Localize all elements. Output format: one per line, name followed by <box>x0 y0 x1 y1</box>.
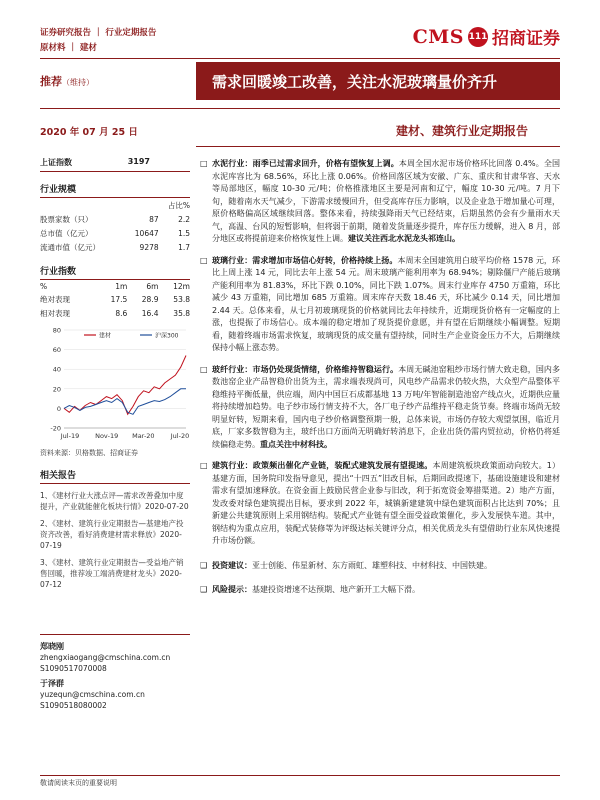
paragraph-lead: 建筑行业：政策频出催化产业链，装配式建筑发展有望提速。 <box>212 461 433 470</box>
scale-title: 行业规模 <box>40 180 190 198</box>
table-cell: 87 <box>149 214 159 224</box>
analysts <box>40 634 190 711</box>
table-row <box>40 306 190 320</box>
x-tick-label: Jul-20 <box>170 432 190 440</box>
paragraph-lead: 投资建议： <box>212 560 252 570</box>
sidebar <box>40 154 190 711</box>
related-item[interactable]: 2、《建材、建筑行业定期报告—基建地产投资齐改善，看好消费建材需求释放》2020-07-19 <box>40 519 184 550</box>
report-date: 2020 年 07 月 25 日 <box>40 127 138 138</box>
analyst-email[interactable]: zhengxiaogang@cmschina.com.cn <box>40 653 171 662</box>
table-cell: 绝对表现 <box>40 294 70 304</box>
legend-label: 建材 <box>99 332 112 340</box>
analyst <box>40 641 190 674</box>
paragraph-cement <box>200 158 560 246</box>
table-header: 1m <box>115 281 128 291</box>
paragraph-lead: 风险提示： <box>212 585 252 594</box>
cms-logo <box>413 24 560 49</box>
analyst <box>40 678 190 711</box>
table-row <box>40 226 190 240</box>
index-label: 上证指数 <box>40 158 72 167</box>
report-subtitle: 建材、建筑行业定期报告 <box>395 124 528 138</box>
related-item[interactable]: 3、《建材、建筑行业定期报告—受益地产销售回暖，推荐竣工端消费建材龙头》2020-07-12 <box>40 558 184 589</box>
table-cell: 35.8 <box>173 308 190 318</box>
table-cell: 53.8 <box>173 294 190 304</box>
paragraph-risk <box>200 584 560 597</box>
paragraph-construction <box>200 460 560 548</box>
analyst-email[interactable]: yuzequn@cmschina.com.cn <box>40 690 145 699</box>
index-value: 3197 <box>127 157 150 166</box>
index-chart-svg <box>40 324 190 444</box>
perf-title: 行业指数 <box>40 262 190 280</box>
y-tick-label: -20 <box>50 424 61 433</box>
bullet-icon: □ <box>200 461 208 470</box>
table-header: 12m <box>173 281 190 291</box>
related-reports <box>40 490 190 590</box>
table-header: % <box>40 281 48 291</box>
paragraph-fiberglass <box>200 364 560 452</box>
paragraph-investment <box>200 560 560 573</box>
table-row <box>40 212 190 226</box>
bullet-icon: ❑ <box>200 585 208 594</box>
related-title: 相关报告 <box>40 466 190 484</box>
y-tick-label: 0 <box>56 404 61 413</box>
report-sector: 原材料 ｜ 建材 <box>40 43 97 53</box>
table-cell: 17.5 <box>110 294 128 304</box>
related-item[interactable]: 1、《建材行业大涨点评—需求改善叠加中度提升，产业就能催化板块行情》2020-07-20 <box>40 491 189 511</box>
table-cell: 1.7 <box>178 242 190 252</box>
table-cell: 16.4 <box>141 308 159 318</box>
subtitle-divider <box>196 146 560 147</box>
report-title: 需求回暖竣工改善，关注水泥玻璃量价齐升 <box>196 62 560 100</box>
paragraph-tail: 建议关注西北水泥龙头祁连山。 <box>348 234 460 243</box>
footer-note: 敬请阅读末页的重要说明 <box>40 779 117 787</box>
logo-cms-text: CMS <box>412 25 464 48</box>
paragraph-text: 本周建筑板块政策面动向较大。1）基建方面，国务院印发指导意见，提出“十四五”旧改目标，后期回政提速下，基础设施建设和建材需求有望加速释放。在资金面上鼓励民营企业参与旧改，利于拓宽资金筹措渠道。2）地产方面，发改委对绿色建筑提出目标，要求到 2022 年，城镇新建建筑中绿色建筑面积占比达到 70%；且新建公共建筑原则上采用钢结构。装配式产业链有望全面受益政策催化，步入发展快车道。其中，钢结构为重点应用，装配式装修等为评级达标关键评分点，相关优质龙头有望借助行业东风快速提升市场份额。 <box>212 461 560 545</box>
table-cell: 相对表现 <box>40 308 70 318</box>
bullet-icon: □ <box>200 364 208 374</box>
bullet-icon: □ <box>200 255 208 265</box>
paragraph-text: 本周无碱池窑粗纱市场行情大致走稳，国内多数池窑企业产品智稳价出货为主，需求端表现尚可，风电纱产品需求仍较火热，大众型产品整体平稳维持平衡低量，供应端，周内中国巨石成都基地 13 万吨/年智能制造池窑产线点火，近期供应量将持续增加趋势。电子纱市场行情支持不大，各厂电子纱产品维持平稳走货节奏。终端市场尚无较明显好转，短期来看，国内电子纱价格调整预期一般，总体来说，市场仍存较大观望氛围，临近月底，厂家多数智稳为主，玻纤出口方面尚无明确好转消息下，企业出货仍需内贸拉动，价格仍将延续偏稳走势。 <box>212 364 561 449</box>
table-cell: 流通市值（亿元） <box>40 242 100 252</box>
paragraph-text: 基建投资增速不达预期、地产新开工大幅下滑。 <box>252 585 420 594</box>
table-cell: 9278 <box>139 242 159 252</box>
perf-table <box>40 280 190 320</box>
title-divider <box>40 108 560 109</box>
paragraph-lead: 玻纤行业：市场仍处现货情绪，价格维持智稳运行。 <box>212 364 399 374</box>
bullet-icon: ❑ <box>200 560 208 570</box>
table-cell: 10647 <box>134 228 159 238</box>
table-cell: 28.9 <box>141 294 159 304</box>
analyst-id: S1090518080002 <box>40 701 107 710</box>
report-header <box>40 26 220 56</box>
x-tick-label: Nov-19 <box>95 432 119 440</box>
table-cell: 2.2 <box>178 214 190 224</box>
header-divider <box>40 58 560 59</box>
paragraph-lead: 玻璃行业：需求增加市场信心好转，价格持续上扬。 <box>212 255 398 265</box>
paragraph-text: 亚士创能、伟星新材、东方雨虹、雄塑科技、中材科技、中国铁建。 <box>252 560 492 570</box>
x-tick-label: Mar-20 <box>132 432 155 440</box>
paragraph-tail: 重点关注中材科技。 <box>260 439 332 449</box>
logo-cn-text: 招商证券 <box>492 29 560 49</box>
paragraph-text: 本周全国水泥市场价格环比回落 0.4%。全国水泥库容比为 68.56%，环比上涨 0.06%。价格回落区域为安徽、广东、重庆和甘肃华容、天水等局部地区，幅度 10-30 元/吨；价格推涨地区主要是河南和辽宁，幅度 10-30 元/吨。7 月下旬，随着南水天气减少，下游需求缓慢回升，但受高库存压力影响，以及企业急于增加量心可理，原价格略偏高区域继续回落。整体来看，持续强降雨天气已经结束，后期虽然仍会有少量雨水天气，高温、台风的短暂影响，但将弱于前期，随着发货量逐步提升，库存压力缓解，进入 8 月，部分地区或将提前迎来价格恢复性上调。 <box>212 159 560 243</box>
y-tick-label: 20 <box>52 385 61 394</box>
x-tick-label: Jul-19 <box>60 432 80 440</box>
footer-divider <box>40 775 560 776</box>
table-cell: 总市值（亿元） <box>40 228 93 238</box>
bullet-icon: □ <box>200 159 208 168</box>
table-cell: 股票家数（只） <box>40 214 93 224</box>
rating-label: 推荐 <box>40 75 62 88</box>
y-tick-label: 80 <box>52 326 61 335</box>
paragraph-text: 本周末全国建筑用白玻平均价格 1578 元，环比上周上涨 14 元，同比去年上涨 54 元。周末玻璃产能利用率为 68.94%；剔除僵尸产能后玻璃产能利用率为 81.83%，环比下跌 0.10%，同比下跌 1.07%。周末行业库存 4750 万重箱，环比减少 43 万重箱，同比增加 685 万重箱。周末库存天数 18.46 天，环比减少 0.14 天，同比增加 2.44 天。总体来看，从七月初玻璃现货的价格就同比去年持续升，近期现货价格有一定幅度的上涨，也提振了市场信心。成本端的稳定增加了现货提价意愿，并有望在后期继续小幅调整。短期看，随着终端市场需求恢复，玻璃现货的成交量有望持续，同时生产企业资金压力不大，后期继续保持小幅上涨态势。 <box>212 255 560 352</box>
series-line-沪深300 <box>64 389 186 415</box>
chart-source: 资料来源：贝格数据、招商证券 <box>40 449 138 457</box>
report-type: 证券研究报告 ｜ 行业定期报告 <box>40 28 157 38</box>
analyst-name: 于泽群 <box>40 679 64 688</box>
series-line-建材 <box>64 356 186 415</box>
scale-table <box>40 198 190 254</box>
paragraph-lead: 水泥行业：雨季已过需求回升，价格有望恢复上调。 <box>212 159 399 168</box>
y-tick-label: 60 <box>52 346 61 355</box>
analyst-id: S1090517070008 <box>40 664 107 673</box>
scale-pct-header: 占比% <box>167 200 190 210</box>
index-row <box>40 154 190 172</box>
rating-sub: （维持） <box>62 78 94 87</box>
legend-label: 沪深300 <box>155 332 179 340</box>
table-header-row <box>40 280 190 292</box>
table-header: 6m <box>146 281 159 291</box>
table-row <box>40 292 190 306</box>
logo-badge-icon: 111 <box>468 27 488 47</box>
paragraph-glass <box>200 255 560 355</box>
main-content <box>200 158 560 606</box>
table-cell: 8.6 <box>115 308 128 318</box>
analyst-name: 郑晓刚 <box>40 642 64 651</box>
y-tick-label: 40 <box>52 365 61 374</box>
table-row <box>40 240 190 254</box>
table-cell: 1.5 <box>178 228 190 238</box>
index-chart <box>40 324 190 446</box>
rating <box>40 73 94 89</box>
